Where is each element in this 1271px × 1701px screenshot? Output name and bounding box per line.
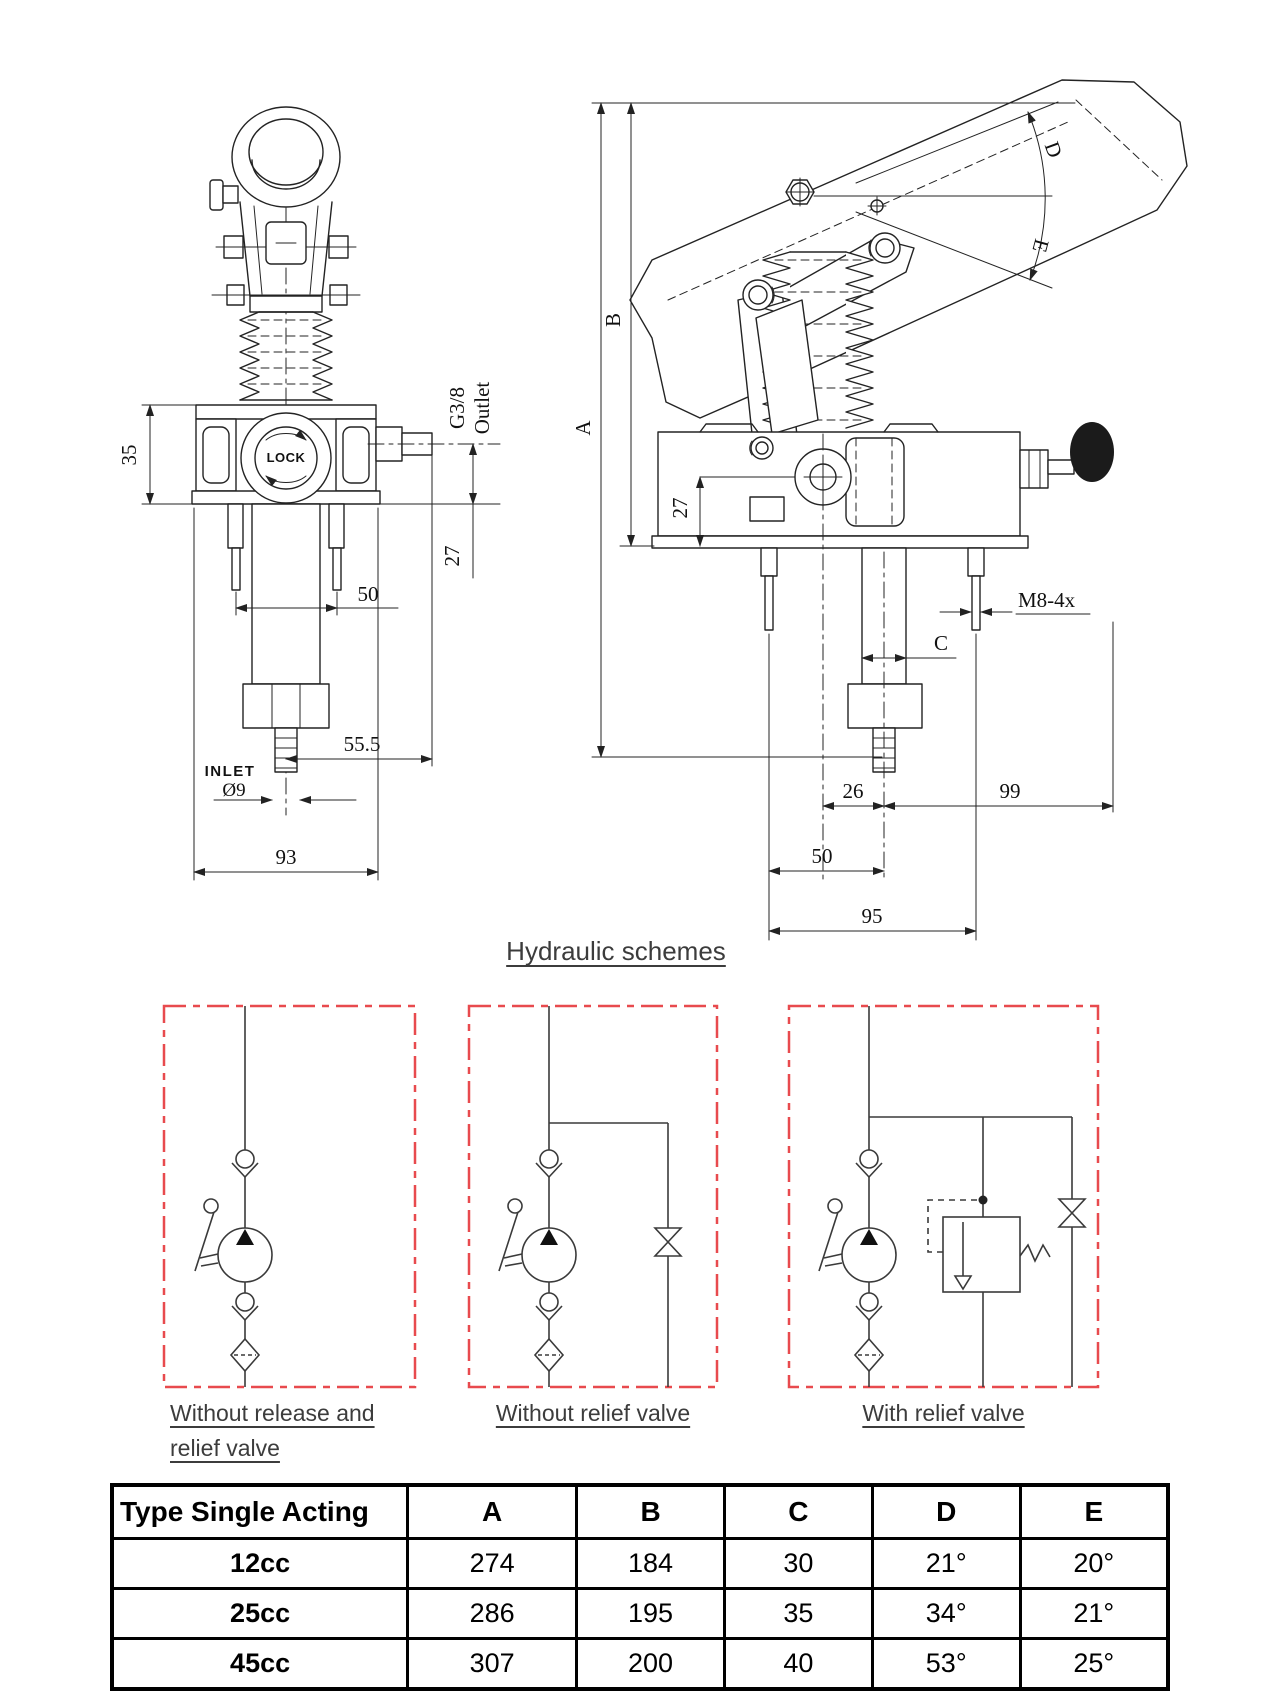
cell-e: 25° (1020, 1639, 1168, 1690)
cell-a: 307 (408, 1639, 577, 1690)
cell-d: 53° (872, 1639, 1020, 1690)
handle-socket (232, 107, 340, 207)
relief-valve-symbol (928, 1200, 1050, 1387)
scheme3-boundary (789, 1006, 1098, 1387)
cell-a: 286 (408, 1589, 577, 1639)
scheme2-label-line1: Without relief valve (495, 1400, 691, 1426)
col-header-a: A (408, 1485, 577, 1539)
outlet-thread-label: G3/8 (445, 387, 469, 429)
cell-d: 21° (872, 1539, 1020, 1589)
scheme1-boundary (164, 1006, 415, 1387)
dim-95: 95 (861, 904, 883, 928)
cell-type: 12cc (112, 1539, 408, 1589)
angle-D: D (1039, 138, 1068, 161)
scheme2-boundary (469, 1006, 717, 1387)
inlet-diameter-label: Ø9 (222, 780, 246, 801)
scheme1-label (170, 1396, 430, 1465)
table-row (112, 1539, 1168, 1589)
spec-table (110, 1483, 1170, 1691)
pump-body-front (192, 405, 500, 772)
release-valve-knob (1020, 422, 1114, 488)
cell-c: 30 (724, 1539, 872, 1589)
cell-c: 40 (724, 1639, 872, 1690)
lock-label: LOCK (266, 450, 306, 465)
front-view-drawing (117, 107, 500, 880)
dim-26: 26 (842, 779, 864, 803)
spec-table-header-row (112, 1485, 1168, 1539)
angle-E: E (1027, 236, 1055, 256)
side-view-drawing (571, 80, 1187, 940)
scheme-with-relief-valve (789, 1006, 1098, 1387)
dim-35: 35 (117, 444, 141, 466)
wing-screw (210, 180, 238, 210)
dim-B: B (601, 312, 625, 328)
col-header-d: D (872, 1485, 1020, 1539)
cell-a: 274 (408, 1539, 577, 1589)
scheme2-label (469, 1396, 717, 1431)
table-row (112, 1639, 1168, 1690)
cell-b: 195 (577, 1589, 725, 1639)
dim-27-side: 27 (668, 497, 692, 519)
col-header-type: Type Single Acting (112, 1485, 408, 1539)
pilot-junction-dot (979, 1196, 988, 1205)
dim-55-5: 55.5 (343, 732, 381, 756)
stud-spec-label: M8-4x (1018, 588, 1076, 612)
cell-d: 34° (872, 1589, 1020, 1639)
cell-e: 21° (1020, 1589, 1168, 1639)
scheme3-label-line1: With relief valve (862, 1400, 1025, 1426)
dim-50-side: 50 (811, 844, 833, 868)
lock-knob (241, 413, 331, 503)
cell-b: 200 (577, 1639, 725, 1690)
col-header-e: E (1020, 1485, 1168, 1539)
col-header-c: C (724, 1485, 872, 1539)
cell-b: 184 (577, 1539, 725, 1589)
scheme-without-relief-valve (469, 1006, 717, 1387)
cell-type: 45cc (112, 1639, 408, 1690)
dim-27-front: 27 (440, 545, 464, 567)
pump-body-side (652, 422, 1114, 884)
dim-50-front: 50 (357, 582, 379, 606)
dim-99: 99 (999, 779, 1021, 803)
inlet-label: INLET (204, 763, 256, 780)
schemes-heading: Hydraulic schemes (506, 936, 726, 966)
scheme3-label (789, 1396, 1098, 1431)
cell-type: 25cc (112, 1589, 408, 1639)
outlet-word-label: Outlet (470, 381, 494, 435)
scheme1-label-line2: relief valve (170, 1434, 280, 1461)
cell-c: 35 (724, 1589, 872, 1639)
inlet-barb (275, 728, 297, 772)
col-header-b: B (577, 1485, 725, 1539)
pump-handle (630, 80, 1187, 418)
cell-e: 20° (1020, 1539, 1168, 1589)
scheme-without-release-and-relief-valve (164, 1006, 415, 1387)
dim-93: 93 (275, 845, 297, 869)
scheme1-label-line1: Without release and (170, 1400, 375, 1426)
dim-A: A (571, 420, 595, 436)
dim-C: C (933, 631, 949, 655)
table-row (112, 1589, 1168, 1639)
bellows-front (240, 312, 332, 400)
